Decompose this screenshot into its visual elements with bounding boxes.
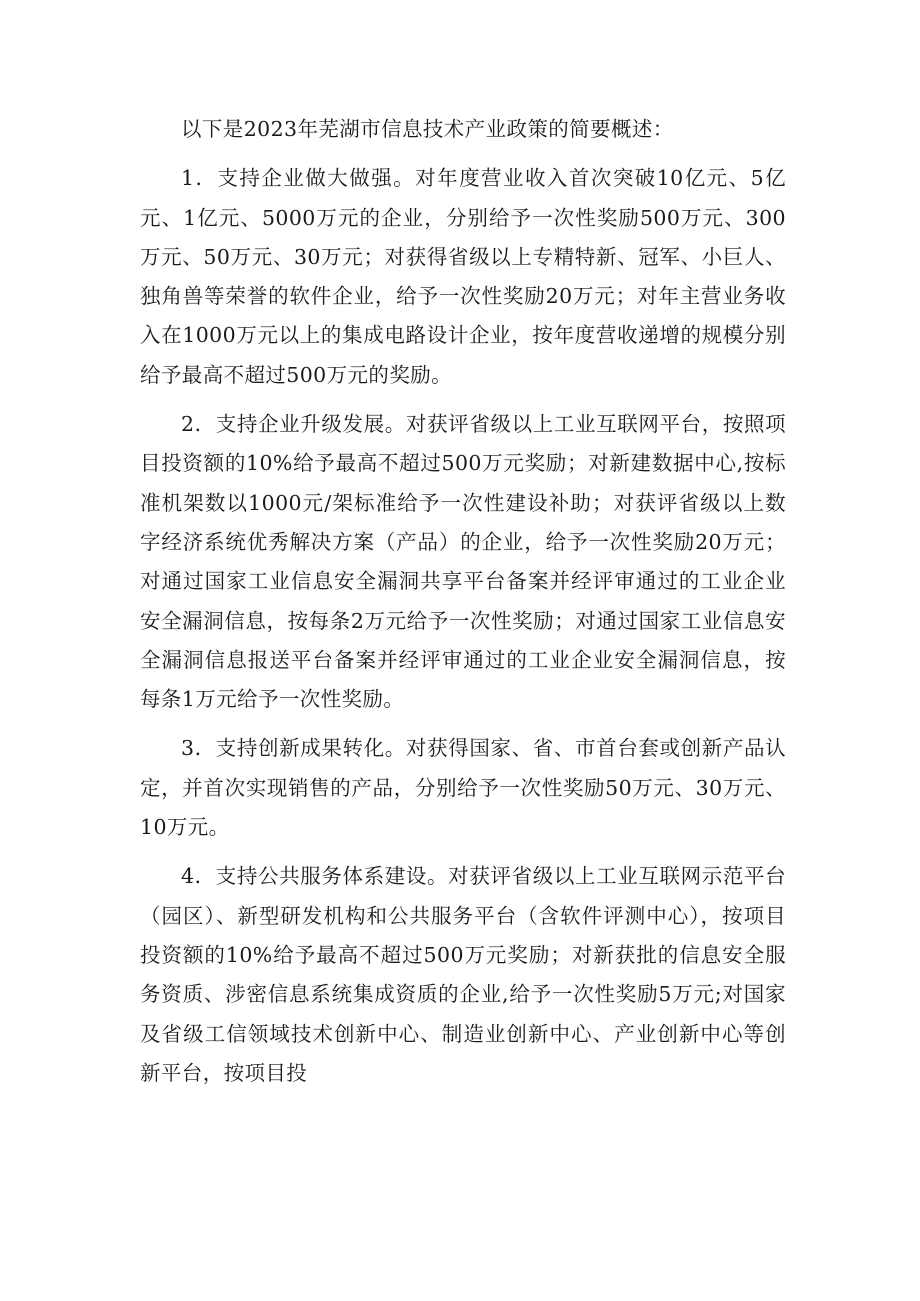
policy-paragraph-1: 1．支持企业做大做强。对年度营业收入首次突破10亿元、5亿元、1亿元、5000万元的企业，分别给予一次性奖励500万元、300万元、50万元、30万元；对获得省级以上专精特新、冠军、小巨人、独角兽等荣誉的软件企业，给予一次性奖励20万元；对年主营业务收入在1000万元以上的集成电路设计企业，按年度营收递增的规模分别给予最高不超过500万元的奖励。 — [140, 166, 786, 387]
policy-paragraph-2: 2．支持企业升级发展。对获评省级以上工业互联网平台，按照项目投资额的10%给予最高不超过500万元奖励；对新建数据中心,按标准机架数以1000元/架标准给予一次性建设补助；对获评省级以上数字经济系统优秀解决方案（产品）的企业，给予一次性奖励20万元；对通过国家工业信息安全漏洞共享平台备案并经评审通过的工业企业安全漏洞信息，按每条2万元给予一次性奖励；对通过国家工业信息安全漏洞信息报送平台备案并经评审通过的工业企业安全漏洞信息，按每条1万元给予一次性奖励。 — [140, 412, 786, 712]
policy-paragraph-4: 4．支持公共服务体系建设。对获评省级以上工业互联网示范平台（园区）、新型研发机构和公共服务平台（含软件评测中心），按项目投资额的10%给予最高不超过500万元奖励；对新获批的信息安全服务资质、涉密信息系统集成资质的企业,给予一次性奖励5万元;对国家及省级工信领域技术创新中心、制造业创新中心、产业创新中心等创新平台，按项目投 — [140, 864, 786, 1085]
intro-paragraph: 以下是2023年芜湖市信息技术产业政策的简要概述： — [181, 117, 674, 141]
policy-paragraph-3: 3．支持创新成果转化。对获得国家、省、市首台套或创新产品认定，并首次实现销售的产品，分别给予一次性奖励50万元、30万元、10万元。 — [140, 736, 786, 840]
document-page — [140, 110, 786, 1093]
